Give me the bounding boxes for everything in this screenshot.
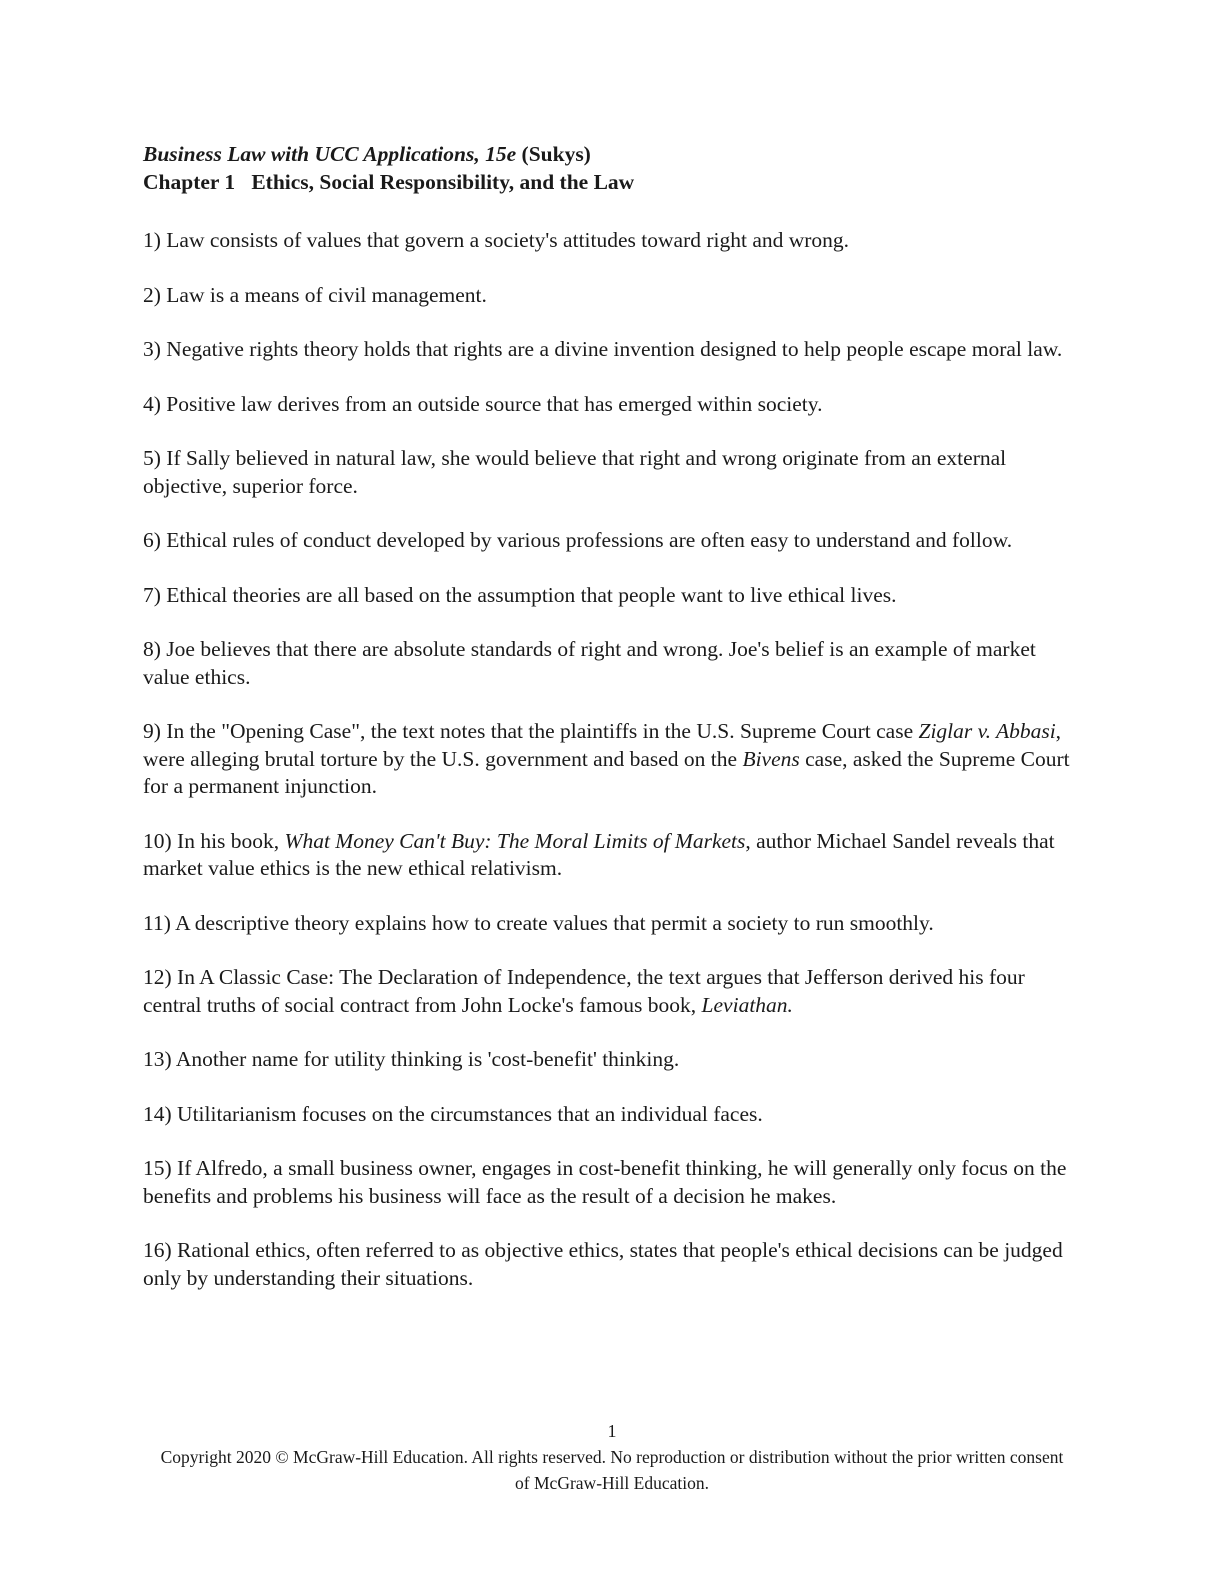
page-footer	[0, 1418, 1224, 1496]
question-text-part: In his book,	[177, 828, 285, 853]
question-text: Law consists of values that govern a society's attitudes toward right and wrong.	[166, 228, 850, 252]
book-name-italic: What Money Can't Buy: The Moral Limits of Markets	[284, 828, 746, 853]
question-number: 15)	[143, 1156, 172, 1180]
question-text: Rational ethics, often referred to as objective ethics, states that people's ethical decisions can be judged only by understanding their situations.	[143, 1238, 1063, 1290]
question-6	[143, 527, 1073, 555]
question-text: Joe believes that there are absolute standards of right and wrong. Joe's belief is an example of market value ethics.	[143, 637, 1036, 689]
question-text: If Alfredo, a small business owner, engages in cost-benefit thinking, he will generally only focus on the benefits and problems his business will face as the result of a decision he makes.	[143, 1156, 1067, 1208]
question-15	[143, 1155, 1073, 1210]
question-4	[143, 391, 1073, 419]
page-content	[143, 140, 1073, 1319]
question-11	[143, 910, 1073, 938]
question-text: Another name for utility thinking is 'cost-benefit' thinking.	[175, 1047, 680, 1071]
case-name-italic: Ziglar v. Abbasi	[918, 719, 1056, 743]
question-text: If Sally believed in natural law, she would believe that right and wrong originate from an external objective, superior force.	[143, 446, 1007, 498]
chapter-label: Chapter 1	[143, 170, 236, 194]
question-number: 9)	[143, 719, 161, 743]
question-text: Negative rights theory holds that rights are a divine invention designed to help people escape moral law.	[166, 337, 1063, 361]
question-text-part: In A Classic Case: The Declaration of Independence, the text argues that Jefferson derived his four central truths of social contract from John Locke's famous book,	[143, 965, 1025, 1017]
question-12	[143, 964, 1073, 1019]
chapter-title: Ethics, Social Responsibility, and the Law	[251, 170, 635, 194]
question-number: 3)	[143, 337, 161, 361]
question-number: 16)	[143, 1238, 172, 1262]
question-text-part: , author Michael Sandel reveals that market value ethics is the new ethical relativism.	[143, 828, 1055, 880]
copyright-notice: Copyright 2020 © McGraw-Hill Education. All rights reserved. No reproduction or distribution without the prior written consent of McGraw-Hill Education.	[160, 1447, 1064, 1493]
question-2	[143, 282, 1073, 310]
book-title-line	[143, 140, 1073, 168]
question-3	[143, 336, 1073, 364]
question-10	[143, 828, 1073, 883]
question-number: 8)	[143, 637, 161, 661]
question-text: Positive law derives from an outside source that has emerged within society.	[166, 391, 823, 416]
question-7	[143, 582, 1073, 610]
question-number: 5)	[143, 446, 161, 470]
question-text: Ethical theories are all based on the assumption that people want to live ethical lives.	[166, 582, 897, 607]
book-name-italic: Leviathan.	[701, 992, 793, 1017]
page-number: 1	[607, 1421, 617, 1441]
question-number: 7)	[143, 582, 161, 607]
question-text: Ethical rules of conduct developed by various professions are often easy to understand and follow.	[166, 528, 1013, 552]
question-1	[143, 227, 1073, 255]
chapter-heading	[143, 168, 1073, 196]
question-text: A descriptive theory explains how to create values that permit a society to run smoothly.	[175, 910, 934, 935]
question-number: 11)	[143, 910, 171, 935]
book-title: Business Law with UCC Applications, 15e	[143, 142, 517, 166]
question-number: 4)	[143, 391, 161, 416]
question-text-part: In the "Opening Case", the text notes that the plaintiffs in the U.S. Supreme Court case	[166, 719, 919, 743]
question-text: Utilitarianism focuses on the circumstances that an individual faces.	[177, 1101, 763, 1126]
document-header	[143, 140, 1073, 196]
question-14	[143, 1101, 1073, 1129]
question-number: 6)	[143, 528, 161, 552]
question-5	[143, 445, 1073, 500]
question-text-part: , were alleging brutal torture by the U.S. government and based on the	[143, 719, 1062, 771]
question-number: 14)	[143, 1101, 172, 1126]
question-text-part: case, asked the Supreme Court for a permanent injunction.	[143, 746, 1070, 798]
question-13	[143, 1046, 1073, 1074]
case-name-italic: Bivens	[742, 746, 800, 771]
book-author: (Sukys)	[521, 142, 591, 166]
question-number: 1)	[143, 228, 161, 252]
question-number: 10)	[143, 828, 172, 853]
question-16	[143, 1237, 1073, 1292]
question-text: Law is a means of civil management.	[166, 282, 487, 307]
question-number: 2)	[143, 282, 161, 307]
question-8	[143, 636, 1073, 691]
question-number: 12)	[143, 965, 172, 989]
question-9	[143, 718, 1073, 801]
question-number: 13)	[143, 1047, 172, 1071]
